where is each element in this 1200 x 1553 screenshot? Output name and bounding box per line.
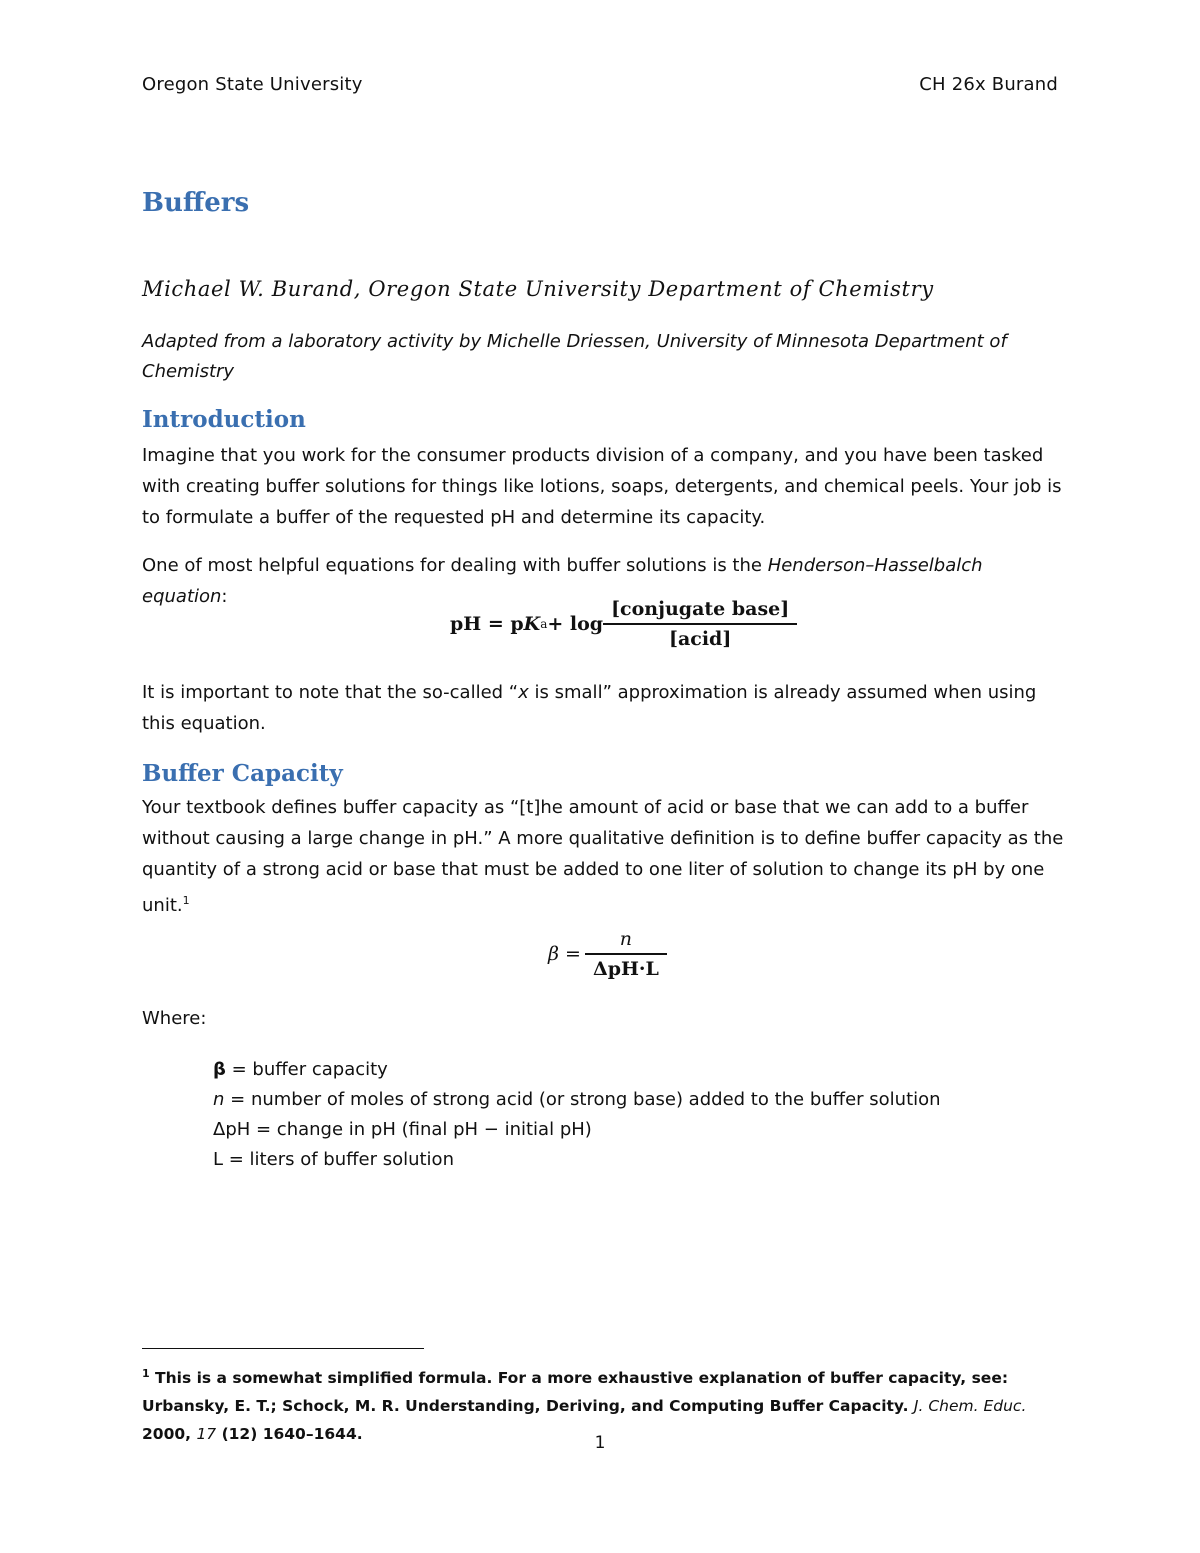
definition-text: = liters of buffer solution [223,1149,454,1170]
footnote-separator [142,1348,424,1349]
beta-lhs: β = [548,943,581,965]
beta-numerator: n [619,928,633,950]
introduction-heading: Introduction [142,406,306,433]
author-line: Michael W. Burand, Oregon State University Department of Chemistry [142,277,934,301]
para3-pre: It is important to note that the so-called “ [142,682,519,703]
para3-post: is small” approximation is already assumed when using this equation. [142,682,1037,734]
henderson-hasselbalch-equation [450,598,793,650]
definition-symbol: L [213,1149,224,1170]
definition-symbol: n [213,1089,225,1110]
footnote-journal: J. Chem. Educ. [913,1397,1027,1416]
hh-equation-name: Henderson–Hasselbalch equation [142,555,983,607]
buffer-capacity-heading: Buffer Capacity [142,760,343,787]
hh-lhs: pH = p [450,613,524,635]
footnote-volume: 17 [196,1425,217,1444]
hh-numerator: [conjugate base] [611,598,790,620]
header-institution: Oregon State University [142,74,363,95]
definition-delta-ph [213,1115,592,1145]
buffer-capacity-paragraph [142,792,1067,921]
introduction-paragraph-3 [142,677,1067,739]
buffer-capacity-equation [548,928,663,980]
hh-fraction [607,598,793,650]
definition-beta [213,1055,388,1085]
header-course: CH 26x Burand [919,74,1058,95]
definition-text: = change in pH (final pH − initial pH) [250,1119,592,1140]
footnote-pages: (12) 1640–1644. [216,1425,363,1444]
document-title: Buffers [142,188,250,218]
definition-symbol: β [213,1059,226,1080]
hh-k: K [523,613,541,635]
definition-symbol: ΔpH [213,1119,251,1140]
introduction-paragraph-1: Imagine that you work for the consumer products division of a company, and you have been tasked with creating buffer solutions for things like lotions, soaps, detergents, and chemical peels. Your job is to formulate a buffer of the requested pH and determine its capacity. [142,445,1062,528]
hh-denominator: [acid] [603,623,797,650]
adapted-note: Adapted from a laboratory activity by Michelle Driessen, University of Minnesota Department of Chemistry [142,331,1007,382]
definition-text: = buffer capacity [225,1059,388,1080]
beta-fraction [589,928,663,980]
hh-log: + log [547,613,604,635]
footnote-ref: 1 [182,894,190,907]
para2-text: One of most helpful equations for dealing with buffer solutions is the [142,555,768,576]
footnote-year: 2000, [142,1425,197,1444]
page-number: 1 [594,1433,606,1453]
beta-denominator: ΔpH·L [585,953,667,980]
footnote-text: This is a somewhat simplified formula. For a more exhaustive explanation of buffer capacity, see: Urbansky, E. T.; Schock, M. R. Understanding, Deriving, and Computing Buffer Capacity. [142,1369,1009,1416]
definition-liters [213,1145,454,1175]
para3-x: x [518,682,529,703]
hh-sub-a: a [540,617,548,631]
buffer-capacity-text: Your textbook defines buffer capacity as “[t]he amount of acid or base that we can add to a buffer without causing a large change in pH.” A more qualitative definition is to define buffer capacity as the quantity of a strong acid or base that must be added to one liter of solution to change its pH by one unit. [142,797,1064,916]
where-label: Where: [142,1008,207,1029]
footnote-marker: 1 [142,1367,150,1380]
definition-text: = number of moles of strong acid (or strong base) added to the buffer solution [224,1089,941,1110]
definition-n [213,1085,941,1115]
para2-colon: : [221,586,228,607]
